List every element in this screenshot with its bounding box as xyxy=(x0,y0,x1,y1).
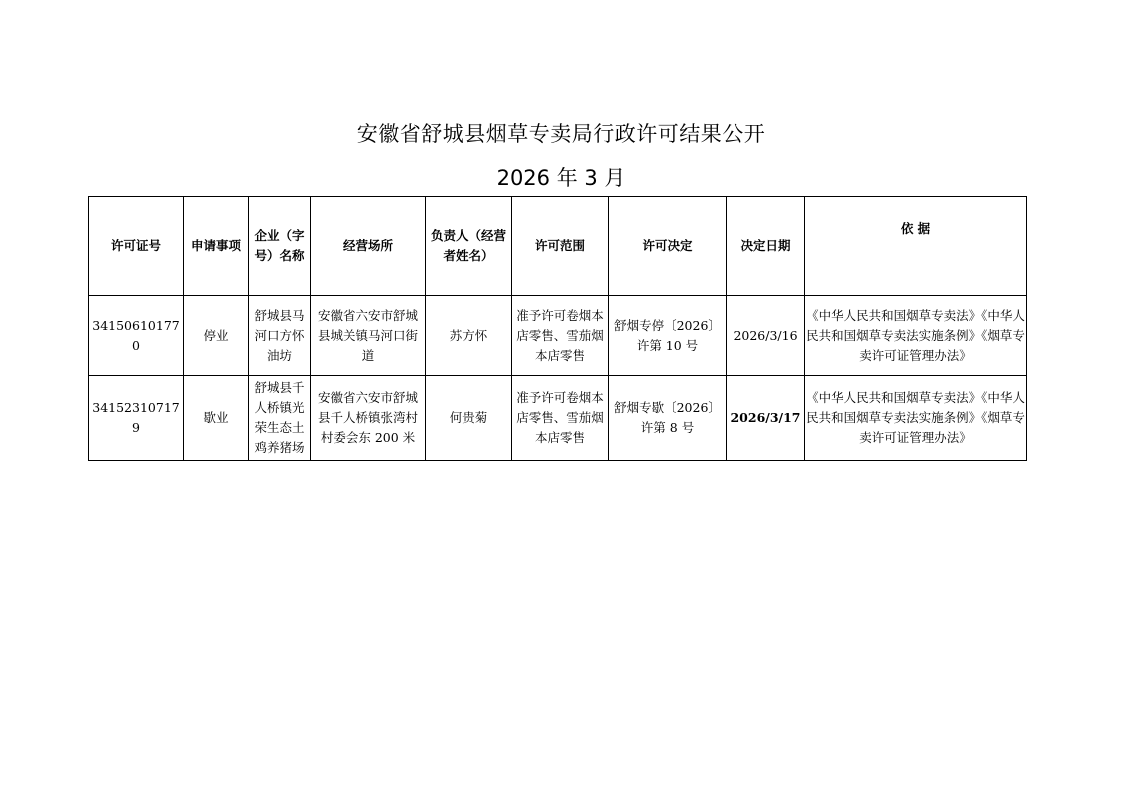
header-company: 企业（字号）名称 xyxy=(249,197,311,296)
cell-basis: 《中华人民共和国烟草专卖法》《中华人民共和国烟草专卖法实施条例》《烟草专卖许可证管理办法》 xyxy=(805,376,1027,461)
cell-license-no: 341523107179 xyxy=(89,376,184,461)
header-address: 经营场所 xyxy=(311,197,426,296)
header-decision: 许可决定 xyxy=(609,197,727,296)
header-application: 申请事项 xyxy=(184,197,249,296)
cell-date: 2026/3/16 xyxy=(727,296,805,376)
cell-basis: 《中华人民共和国烟草专卖法》《中华人民共和国烟草专卖法实施条例》《烟草专卖许可证管理办法》 xyxy=(805,296,1027,376)
cell-decision: 舒烟专歇〔2026〕许第 8 号 xyxy=(609,376,727,461)
header-date: 决定日期 xyxy=(727,197,805,296)
license-results-table xyxy=(88,196,1027,461)
cell-date: 2026/3/17 xyxy=(727,376,805,461)
header-basis: 依 据 xyxy=(805,197,1027,296)
document-title: 安徽省舒城县烟草专卖局行政许可结果公开 xyxy=(356,122,766,146)
header-person: 负责人（经营者姓名） xyxy=(426,197,512,296)
table-header-row xyxy=(89,197,1027,296)
header-scope: 许可范围 xyxy=(512,197,609,296)
cell-company: 舒城县马河口方怀油坊 xyxy=(249,296,311,376)
cell-license-no: 341506101770 xyxy=(89,296,184,376)
cell-person: 何贵菊 xyxy=(426,376,512,461)
cell-decision: 舒烟专停〔2026〕许第 10 号 xyxy=(609,296,727,376)
cell-scope: 准予许可卷烟本店零售、雪茄烟本店零售 xyxy=(512,296,609,376)
document-subtitle: 2026 年 3 月 xyxy=(496,166,626,190)
table-row xyxy=(89,376,1027,461)
cell-person: 苏方怀 xyxy=(426,296,512,376)
cell-company: 舒城县千人桥镇光荣生态土鸡养猪场 xyxy=(249,376,311,461)
cell-application: 停业 xyxy=(184,296,249,376)
cell-scope: 准予许可卷烟本店零售、雪茄烟本店零售 xyxy=(512,376,609,461)
cell-address: 安徽省六安市舒城县城关镇马河口街道 xyxy=(311,296,426,376)
table-row xyxy=(89,296,1027,376)
header-license-no: 许可证号 xyxy=(89,197,184,296)
cell-application: 歇业 xyxy=(184,376,249,461)
cell-address: 安徽省六安市舒城县千人桥镇张湾村村委会东 200 米 xyxy=(311,376,426,461)
